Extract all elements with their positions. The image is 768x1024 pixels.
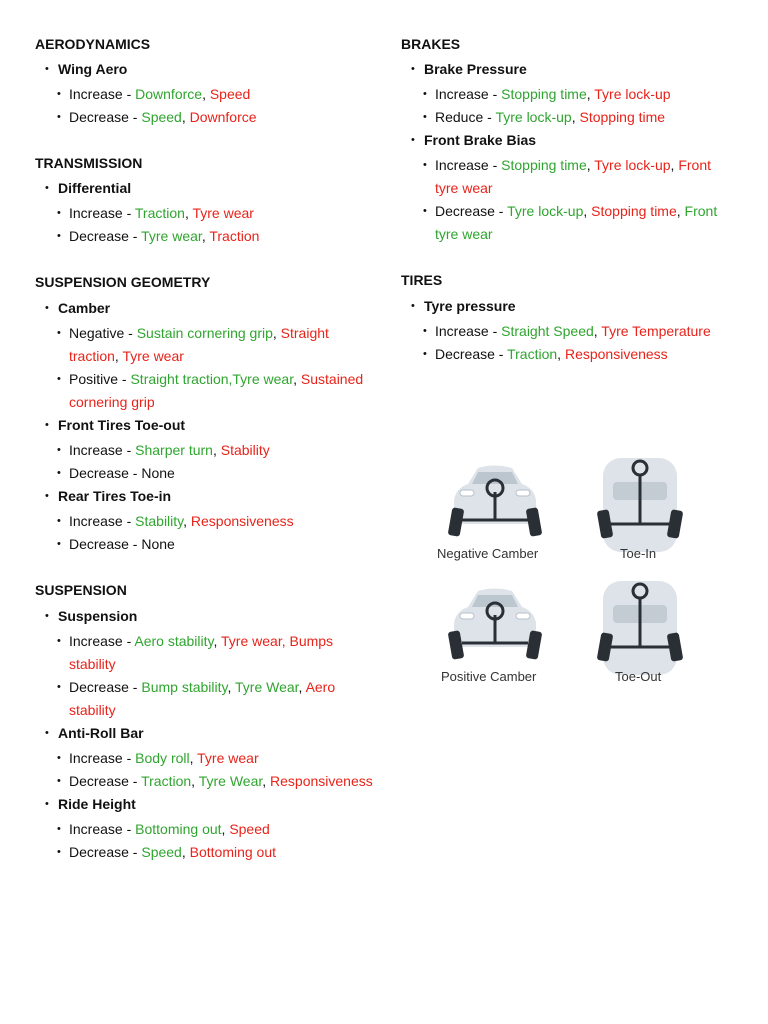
list-item: • Increase - Stopping time, Tyre lock-up, Front tyre wear (401, 154, 731, 200)
list-item: • Positive - Straight traction,Tyre wear, Sustained cornering grip (35, 368, 380, 414)
list-item: • Decrease - Traction, Responsiveness (401, 343, 731, 366)
item-title-front-brake-bias: • Front Brake Bias (401, 130, 731, 154)
list-item: • Increase - Stopping time, Tyre lock-up (401, 83, 731, 106)
positive-camber-label: Positive Camber (441, 669, 537, 684)
item-title-tyre-pressure: • Tyre pressure (401, 296, 731, 320)
list-item: • Increase - Traction, Tyre wear (35, 202, 380, 225)
section-title: BRAKES (401, 36, 461, 52)
section-title: TRANSMISSION (35, 155, 143, 171)
list-item: • Increase - Straight Speed, Tyre Temperature (401, 320, 731, 343)
list-item: • Decrease - Tyre lock-up, Stopping time, Front tyre wear (401, 200, 731, 246)
list-item: • Increase - Stability, Responsiveness (35, 510, 380, 533)
list-item: • Decrease - Bump stability, Tyre Wear, Aero stability (35, 676, 380, 722)
list-item: • Increase - Sharper turn, Stability (35, 439, 380, 462)
item-title-suspension: • Suspension (35, 606, 380, 630)
list-item: • Decrease - Tyre wear, Traction (35, 225, 380, 248)
section-tires (401, 270, 731, 366)
section-suspension-geometry (35, 272, 380, 556)
list-item: • Reduce - Tyre lock-up, Stopping time (401, 106, 731, 129)
section-aerodynamics (35, 34, 380, 129)
list-item: • Decrease - Speed, Bottoming out (35, 841, 380, 864)
toe-in-label: Toe-In (620, 546, 657, 561)
list-item: • Decrease - Speed, Downforce (35, 106, 380, 129)
list-item: • Increase - Bottoming out, Speed (35, 818, 380, 841)
list-item: • Increase - Body roll, Tyre wear (35, 747, 380, 770)
item-title-differential: • Differential (35, 178, 380, 202)
section-transmission (35, 153, 380, 248)
toe-out-label: Toe-Out (615, 669, 662, 684)
list-item: • Decrease - None (35, 462, 380, 485)
item-title-wing-aero: • Wing Aero (35, 59, 380, 83)
section-title: AERODYNAMICS (35, 36, 151, 52)
item-title-front-toe: • Front Tires Toe-out (35, 415, 380, 439)
item-title-ride-height: • Ride Height (35, 794, 380, 818)
toe-in-icon (595, 454, 685, 554)
section-title: SUSPENSION GEOMETRY (35, 274, 211, 290)
list-item: • Negative - Sustain cornering grip, Straight traction, Tyre wear (35, 322, 380, 368)
section-brakes (401, 34, 731, 246)
item-title-rear-toe: • Rear Tires Toe-in (35, 486, 380, 510)
list-item: • Increase - Downforce, Speed (35, 83, 380, 106)
negative-camber-label: Negative Camber (437, 546, 539, 561)
section-suspension (35, 580, 380, 864)
section-title: SUSPENSION (35, 582, 127, 598)
section-title: TIRES (401, 272, 443, 288)
positive-camber-icon (440, 585, 550, 675)
list-item: • Decrease - None (35, 533, 380, 556)
list-item: • Increase - Aero stability, Tyre wear, Bumps stability (35, 630, 380, 676)
alignment-illustration (425, 450, 735, 720)
item-title-brake-pressure: • Brake Pressure (401, 59, 731, 83)
item-title-anti-roll-bar: • Anti-Roll Bar (35, 723, 380, 747)
toe-out-icon (595, 577, 685, 677)
list-item: • Decrease - Traction, Tyre Wear, Responsiveness (35, 770, 380, 793)
item-title-camber: • Camber (35, 298, 380, 322)
negative-camber-icon (440, 462, 550, 552)
